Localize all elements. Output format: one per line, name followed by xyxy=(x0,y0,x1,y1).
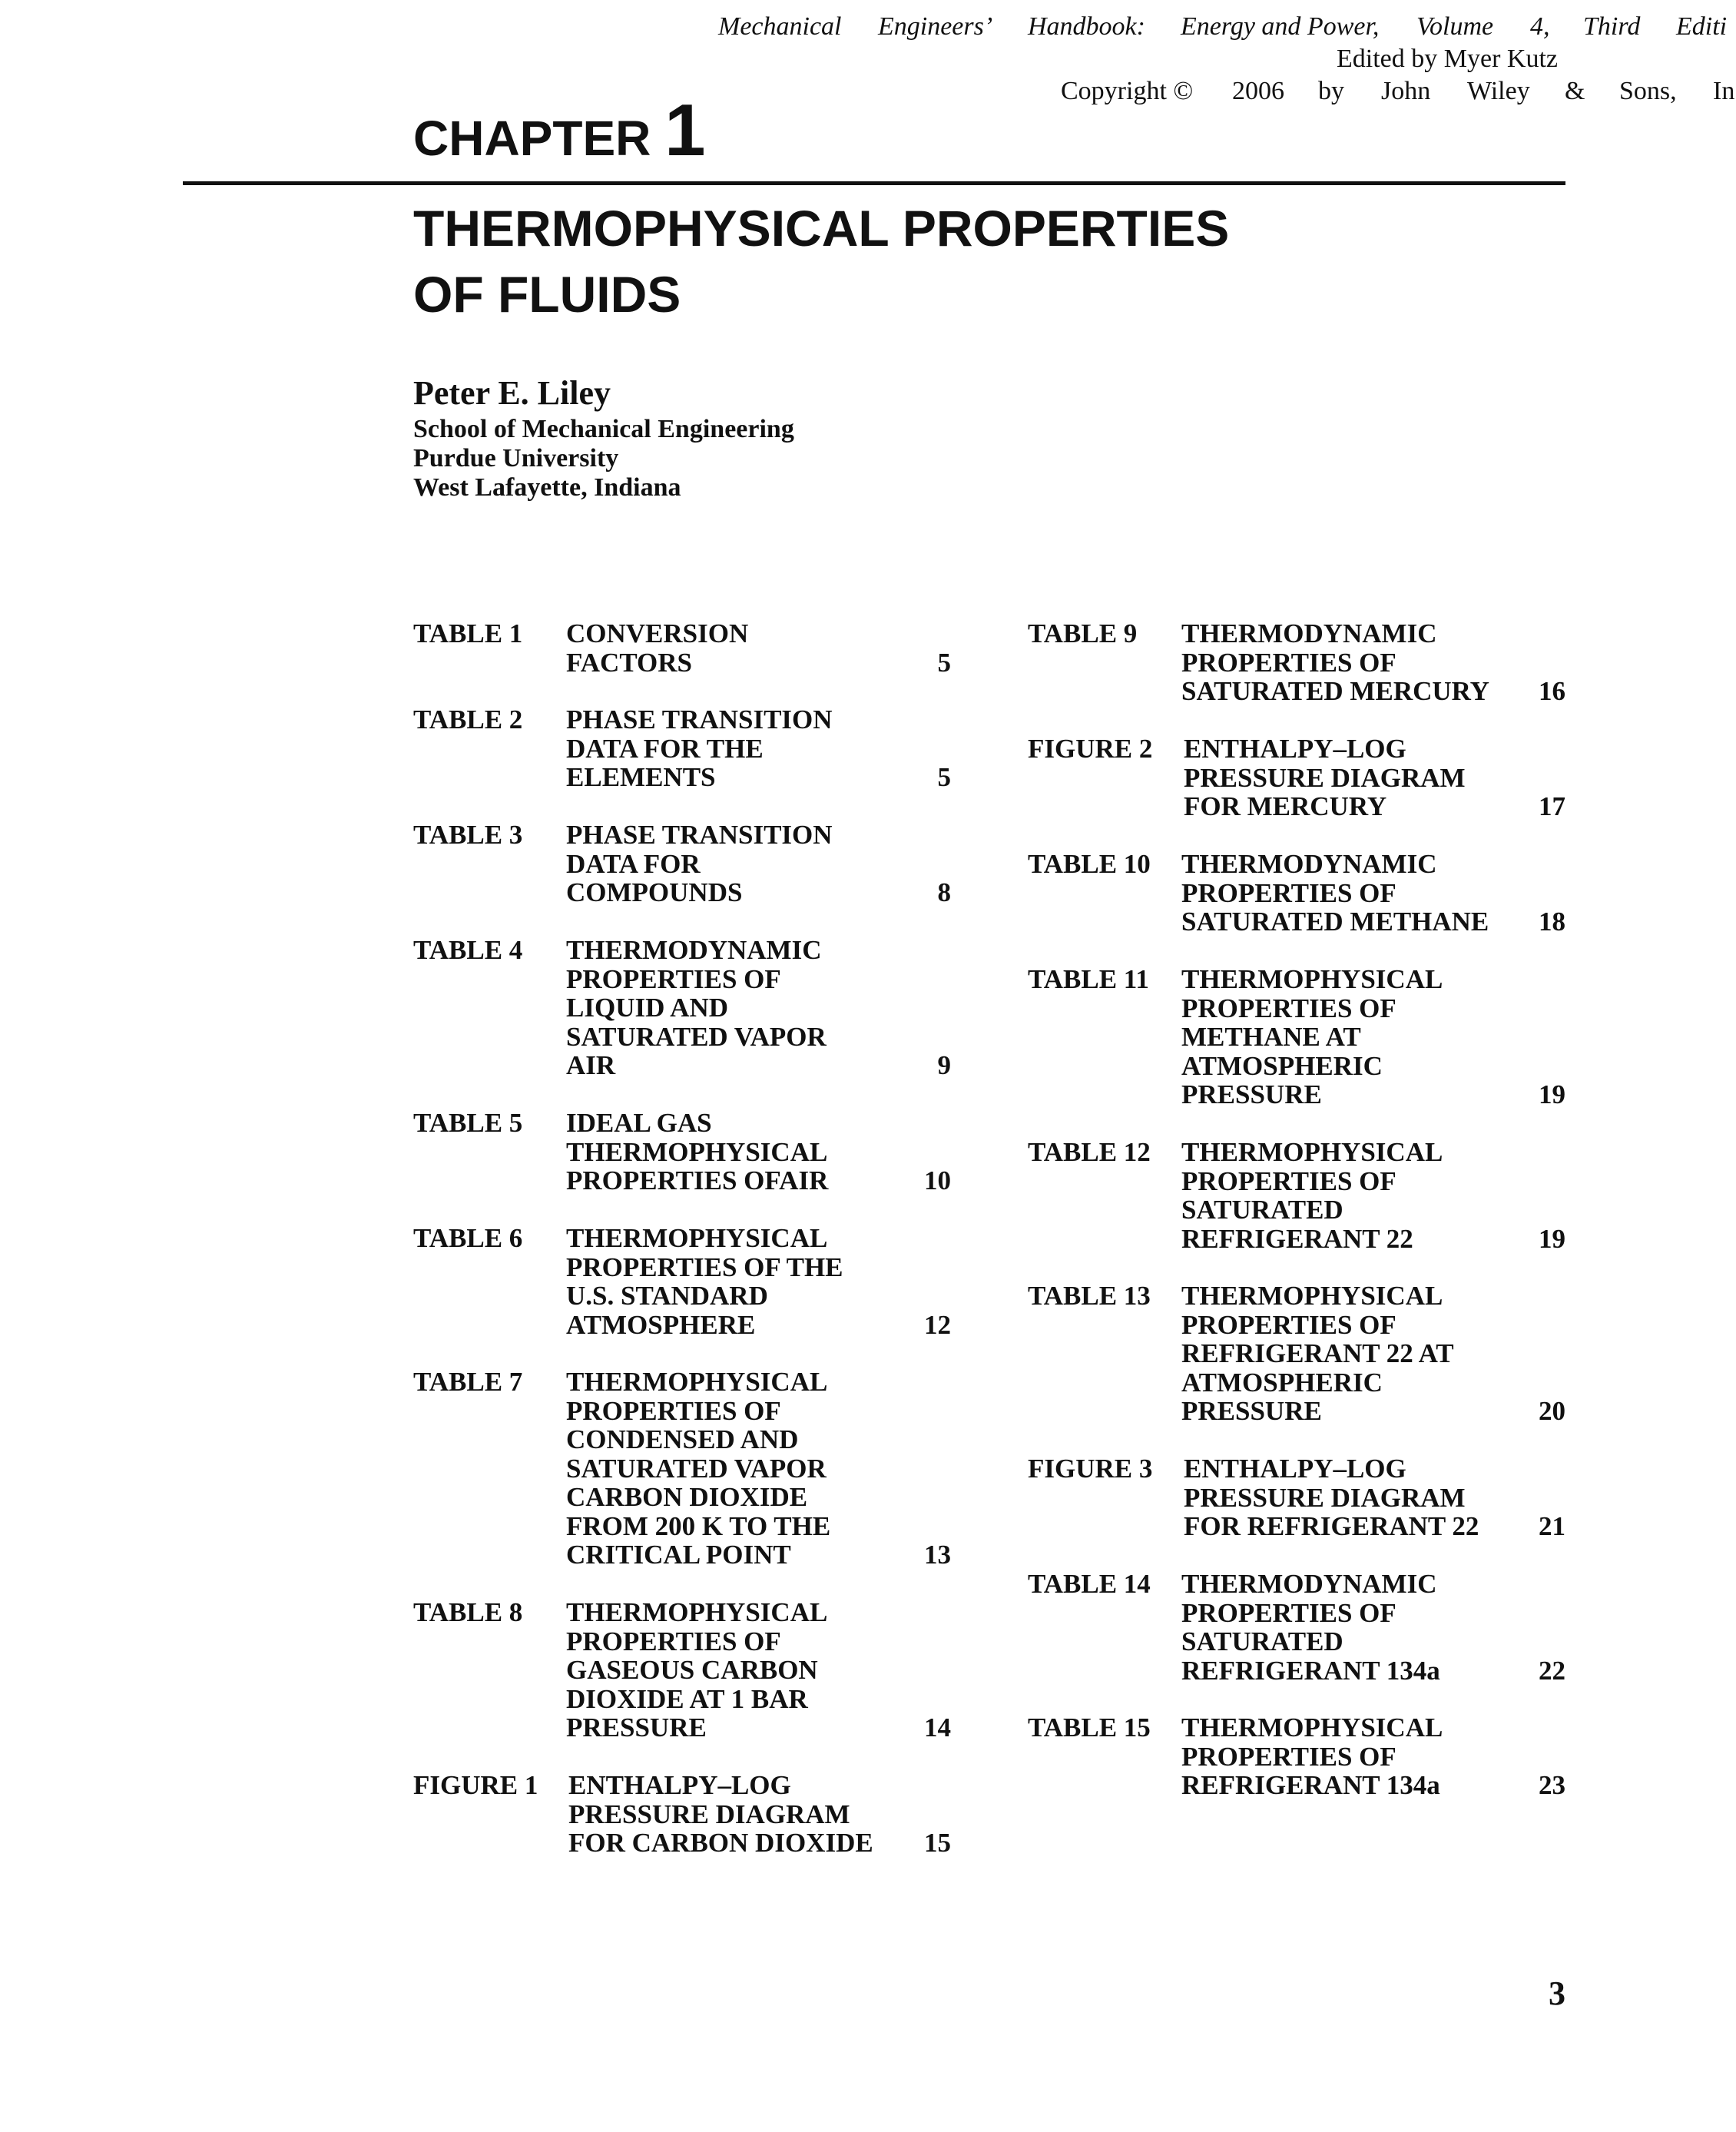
header-word: Wiley xyxy=(1467,77,1530,105)
author-affiliation-line: Purdue University xyxy=(413,444,619,472)
author-affiliation-line: School of Mechanical Engineering xyxy=(413,415,794,443)
toc-title: THERMODYNAMIC PROPERTIES OF LIQUID AND SATURATED VAPOR AIR xyxy=(566,935,827,1080)
toc-page: 21 xyxy=(1539,1511,1565,1541)
toc-label: TABLE 12 xyxy=(1028,1137,1151,1167)
toc-title: THERMOPHYSICAL PROPERTIES OF GASEOUS CARBON DIOXIDE AT 1 BAR PRESSURE xyxy=(566,1597,828,1742)
toc-page: 16 xyxy=(1539,676,1565,706)
header-word: Engineers’ xyxy=(878,12,993,41)
toc-label: TABLE 3 xyxy=(413,820,523,850)
toc-title: THERMOPHYSICAL PROPERTIES OF REFRIGERANT 22 AT ATMOSPHERIC PRESSURE xyxy=(1181,1281,1454,1426)
toc-page: 5 xyxy=(937,762,951,792)
toc-page: 9 xyxy=(937,1050,951,1080)
header-word: Editi xyxy=(1676,12,1728,41)
toc-title: THERMODYNAMIC PROPERTIES OF SATURATED METHANE xyxy=(1181,849,1489,937)
header-word: & xyxy=(1565,77,1585,105)
toc-label: TABLE 14 xyxy=(1028,1569,1151,1599)
running-header xyxy=(714,11,1736,108)
toc-label: TABLE 13 xyxy=(1028,1281,1151,1311)
header-word: John xyxy=(1381,77,1431,105)
toc-label: TABLE 10 xyxy=(1028,849,1151,879)
toc-label: FIGURE 1 xyxy=(413,1770,538,1800)
toc-entry[interactable] xyxy=(413,1109,951,1195)
header-word: In xyxy=(1713,77,1735,105)
toc-entry[interactable] xyxy=(413,705,951,792)
toc-page: 5 xyxy=(937,647,951,678)
toc-title: THERMODYNAMIC PROPERTIES OF SATURATED REFRIGERANT 134a xyxy=(1181,1569,1440,1686)
header-word: Sons, xyxy=(1619,77,1677,105)
toc-title: THERMODYNAMIC PROPERTIES OF SATURATED MERCURY xyxy=(1181,618,1489,706)
toc-label: TABLE 7 xyxy=(413,1367,523,1397)
toc-page: 17 xyxy=(1539,791,1565,821)
toc-page: 15 xyxy=(924,1828,951,1858)
toc-label: TABLE 9 xyxy=(1028,618,1138,648)
toc-page: 14 xyxy=(924,1713,951,1742)
toc-entry[interactable] xyxy=(413,1368,951,1570)
toc-entry[interactable] xyxy=(1028,965,1565,1109)
author-affiliation-line: West Lafayette, Indiana xyxy=(413,473,681,502)
toc-entry[interactable] xyxy=(413,1224,951,1339)
toc-title: THERMOPHYSICAL PROPERTIES OF THE U.S. STANDARD ATMOSPHERE xyxy=(566,1223,843,1340)
header-word: by xyxy=(1318,77,1344,105)
header-editor: Edited by Myer Kutz xyxy=(1337,45,1558,73)
toc-page: 20 xyxy=(1539,1396,1565,1426)
header-word: Copyright © xyxy=(1061,77,1194,105)
toc-label: FIGURE 2 xyxy=(1028,734,1153,764)
chapter-heading xyxy=(413,89,706,177)
toc-entry[interactable] xyxy=(1028,1570,1565,1685)
toc-title: ENTHALPY–LOG PRESSURE DIAGRAM FOR REFRIGERANT 22 xyxy=(1184,1454,1479,1541)
toc-entry[interactable] xyxy=(413,821,951,907)
toc-title: THERMOPHYSICAL PROPERTIES OF REFRIGERANT 134a xyxy=(1181,1713,1443,1800)
header-word: 4, xyxy=(1530,12,1550,41)
toc-label: TABLE 2 xyxy=(413,705,523,734)
header-word: 2006 xyxy=(1232,77,1284,105)
toc-entry[interactable] xyxy=(413,1771,951,1858)
toc-label: TABLE 8 xyxy=(413,1597,523,1627)
author-name: Peter E. Liley xyxy=(413,374,611,412)
toc-page: 19 xyxy=(1539,1223,1565,1254)
toc-label: FIGURE 3 xyxy=(1028,1454,1153,1484)
toc-label: TABLE 15 xyxy=(1028,1713,1151,1742)
toc-label: TABLE 5 xyxy=(413,1108,523,1138)
page-number: 3 xyxy=(1549,1975,1565,2012)
toc-title: ENTHALPY–LOG PRESSURE DIAGRAM FOR MERCURY xyxy=(1184,734,1466,821)
chapter-rule xyxy=(183,181,1565,185)
chapter-number: 1 xyxy=(664,89,706,171)
toc-entry[interactable] xyxy=(413,1598,951,1742)
toc-page: 23 xyxy=(1539,1770,1565,1800)
header-line-3 xyxy=(714,75,1736,108)
header-word: Handbook: xyxy=(1028,12,1145,41)
chapter-label: CHAPTER xyxy=(413,111,651,166)
toc-entry[interactable] xyxy=(1028,1282,1565,1426)
toc-title: ENTHALPY–LOG PRESSURE DIAGRAM FOR CARBON DIOXIDE xyxy=(568,1770,873,1858)
toc-title: THERMOPHYSICAL PROPERTIES OF SATURATED REFRIGERANT 22 xyxy=(1181,1137,1443,1254)
toc-entry[interactable] xyxy=(1028,850,1565,937)
toc-page: 8 xyxy=(937,877,951,907)
toc-page: 19 xyxy=(1539,1079,1565,1109)
toc-label: TABLE 6 xyxy=(413,1223,523,1253)
toc-title: THERMOPHYSICAL PROPERTIES OF METHANE AT ATMOSPHERIC PRESSURE xyxy=(1181,964,1443,1109)
header-line-1 xyxy=(714,11,1736,43)
toc-label: TABLE 11 xyxy=(1028,964,1149,994)
chapter-title xyxy=(413,195,1229,327)
toc-page: 10 xyxy=(924,1165,951,1195)
toc-title: PHASE TRANSITION DATA FOR COMPOUNDS xyxy=(566,820,833,907)
toc-entry[interactable] xyxy=(1028,619,1565,706)
toc-title: PHASE TRANSITION DATA FOR THE ELEMENTS xyxy=(566,705,833,792)
toc-title: IDEAL GAS THERMOPHYSICAL PROPERTIES OFAIR xyxy=(566,1108,829,1195)
header-word: Mechanical xyxy=(718,12,842,41)
toc-entry[interactable] xyxy=(1028,1138,1565,1253)
toc-page: 22 xyxy=(1539,1655,1565,1686)
toc-title: THERMOPHYSICAL PROPERTIES OF CONDENSED AND SATURATED VAPOR CARBON DIOXIDE FROM 200 K TO THE CRITICAL POINT xyxy=(566,1367,831,1570)
toc-label: TABLE 4 xyxy=(413,935,523,965)
header-word: Third xyxy=(1583,12,1641,41)
toc-entry[interactable] xyxy=(413,936,951,1080)
toc-entry[interactable] xyxy=(1028,734,1565,821)
toc-entry[interactable] xyxy=(1028,1713,1565,1800)
toc-page: 18 xyxy=(1539,907,1565,937)
chapter-title-line: THERMOPHYSICAL PROPERTIES xyxy=(413,200,1230,257)
toc-entry[interactable] xyxy=(413,619,951,677)
author-block xyxy=(413,372,794,502)
header-word: Energy and Power, xyxy=(1181,12,1380,41)
toc-title: CONVERSION FACTORS xyxy=(566,618,749,678)
header-line-2 xyxy=(714,43,1736,75)
header-word: Volume xyxy=(1416,12,1494,41)
toc-label: TABLE 1 xyxy=(413,618,523,648)
toc-entry[interactable] xyxy=(1028,1454,1565,1541)
toc-page: 12 xyxy=(924,1309,951,1340)
chapter-title-line: OF FLUIDS xyxy=(413,266,681,323)
toc-page: 13 xyxy=(924,1540,951,1570)
